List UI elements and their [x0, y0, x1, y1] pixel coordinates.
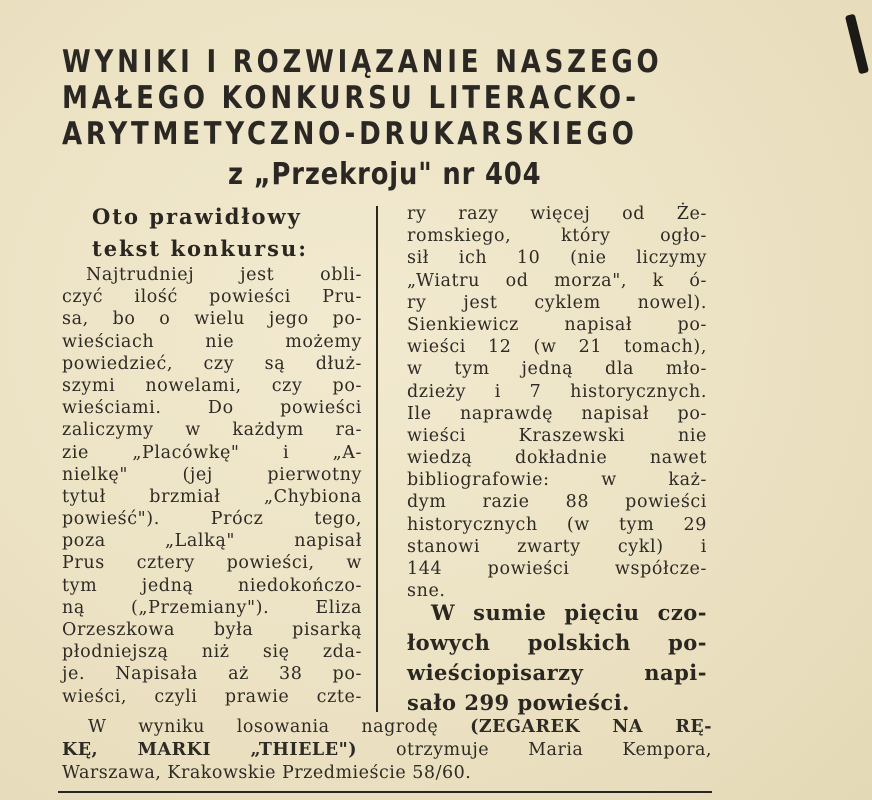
text-line: sne.: [407, 581, 446, 602]
text-line: „Wiatru od morza", k ó-: [407, 270, 707, 291]
text-line: tytuł brzmiał „Chybiona: [62, 486, 362, 507]
text-line: Sienkiewicz napisał po-: [407, 314, 707, 335]
prize-brand: KĘ, MARKI „THIELE"): [62, 740, 357, 760]
summary-line: łowych polskich po-: [407, 630, 707, 655]
bottom-rule: [58, 791, 712, 793]
text-line: w tym jedną dla mło-: [407, 359, 707, 380]
prize-name: (ZEGAREK NA RĘ-: [470, 717, 712, 737]
winner-address: Warszawa, Krakowskie Przedmieście 58/60.: [62, 763, 472, 783]
text-line: powieść"). Prócz tego,: [62, 509, 362, 530]
winner-name: otrzymuje Maria Kempora,: [356, 740, 712, 760]
text-line: romskiego, który ogło-: [407, 226, 707, 247]
lead-heading: [92, 201, 360, 265]
text-line: zaliczymy w każdym ra-: [62, 420, 362, 441]
lead-line: Oto prawidłowy: [92, 204, 302, 229]
text-line: wieściach nie możemy: [62, 331, 362, 352]
prize-announcement: [62, 716, 712, 785]
column-divider: [376, 206, 378, 712]
text-line: tym jedną niedokończo-: [62, 575, 362, 596]
text-line: zie „Placówkę" i „A-: [62, 442, 362, 463]
summary-line: W sumie pięciu czo-: [431, 600, 707, 625]
text-line: czyć ilość powieści Pru-: [62, 287, 362, 308]
text-line: 144 powieści współcze-: [407, 559, 707, 579]
text-line: wieści Kraszewski nie: [407, 425, 707, 446]
footer-line-2: [62, 739, 712, 762]
text-line: dzieży i 7 historycznych.: [407, 381, 707, 402]
text-line: ry razy więcej od Że-: [407, 204, 707, 224]
text-line: Ile naprawdę napisał po-: [407, 403, 707, 424]
footer-text: W wyniku losowania nagrodę: [88, 717, 471, 737]
text-line: wieści, czyli prawie czte-: [62, 686, 362, 707]
headline-line-3: ARYTMETYCZNO-DRUKARSKIEGO: [62, 116, 638, 152]
text-line: powiedzieć, czy są dłuż-: [62, 353, 362, 374]
headline-line-1: WYNIKI I ROZWIĄZANIE NASZEGO: [62, 44, 663, 80]
text-line: ry jest cyklem nowel).: [407, 292, 707, 313]
text-line: stanowi zwarty cykl) i: [407, 536, 707, 557]
headline: [62, 44, 714, 152]
text-line: wiedzą dokładnie nawet: [407, 448, 707, 469]
text-line: szymi nowelami, czy po-: [62, 375, 362, 396]
text-line: sił ich 10 (nie liczymy: [407, 248, 707, 269]
summary-paragraph: [407, 598, 707, 718]
text-line: nielkę" (jej pierwotny: [62, 464, 362, 485]
right-column: [407, 203, 707, 602]
text-line: dym razie 88 powieści: [407, 492, 707, 513]
summary-line: wieściopisarzy napi-: [407, 660, 707, 685]
text-line: sa, bo o wielu jego po-: [62, 309, 362, 330]
text-line: bibliografowie: w każ-: [407, 470, 707, 491]
text-line: historycznych (w tym 29: [407, 514, 707, 535]
text-line: poza „Lalką" napisał: [62, 531, 362, 552]
headline-line-2: MAŁEGO KONKURSU LITERACKO-: [62, 80, 640, 116]
left-column: [62, 264, 362, 708]
text-line: je. Napisała aż 38 po-: [62, 664, 362, 685]
text-line: wieściami. Do powieści: [62, 398, 362, 419]
text-line: wieści 12 (w 21 tomach),: [407, 337, 707, 358]
text-line: ną („Przemiany"). Eliza: [62, 597, 362, 618]
headline-subline: z „Przekroju" nr 404: [228, 157, 542, 192]
text-line: Orzeszkowa była pisarką: [62, 620, 362, 640]
footer-line-1: [62, 716, 712, 739]
text-line: płodniejszą niż się zda-: [62, 642, 362, 663]
lead-line: tekst konkursu:: [92, 236, 308, 261]
text-line: Prus cztery powieści, w: [62, 553, 362, 574]
summary-line: sało 299 powieści.: [407, 690, 630, 715]
text-line: Najtrudniej jest obli-: [86, 265, 362, 285]
